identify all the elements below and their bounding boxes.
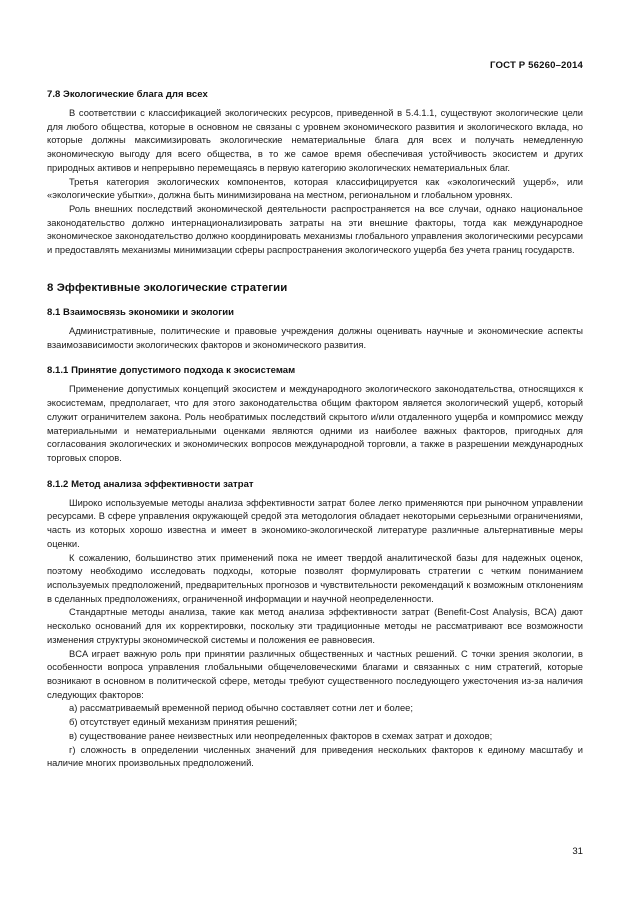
paragraph-7-8-2: Третья категория экологических компонентов, которая классифицируется как «экологический ущерб», или «экологические убытки», должна быть минимизирована на местном, региональном и глобальном уровнях. bbox=[47, 176, 583, 201]
heading-8-1-2: 8.1.2 Метод анализа эффективности затрат bbox=[47, 478, 254, 490]
paragraph-8-1-1-1: Применение допустимых концепций экосистем и международного экологического законодательства, относящихся к экосистемам, предполагает, что для этого законодательства общим фактором является экологический ущерб, который служит ограничителем закона. Роль необратимых последствий скрытого и/или отдаленного ущерба и компромисс между материальными и нематериальными оценками являются одними из наиболее важных факторов, пригодных для согласования экологических и экономических вопросов международной торговли, а также в разрешении международных торговых споров. bbox=[47, 384, 583, 463]
heading-7-8: 7.8 Экологические блага для всех bbox=[47, 89, 208, 100]
paragraph-8-1-2-1: Широко используемые методы анализа эффективности затрат более легко применяются при рыночном управлении ресурсами. В сфере управления окружающей средой эта методология обладает некоторыми серьезными ограничениями, часть из которых хорошо известна и имеет в экономико-экологической литературе различные альтернативные меры оценки. bbox=[47, 497, 583, 549]
spacer bbox=[47, 376, 583, 383]
paragraph-7-8-3: Роль внешних последствий экономической деятельности распространяется на все случаи, однако национальное законодательство должно интернационализировать затраты на эти внешние факторы, тогда как международное экономическое законодательство должно координировать механизмы глобального управления экологическими ресурсами и предоставлять механизмы минимизации сферы распространения экологического ущерба без учета границ государств. bbox=[47, 204, 583, 256]
paragraph-8-1-2-2: К сожалению, большинство этих применений пока не имеет твердой аналитической базы для надежных оценок, поэтому необходимо исследовать подходы, которые позволят формулировать стратегии с четким пониманием используемых предположений, предварительных прогнозов и чувствительности рекомендаций к возможным отклонениям в сделанных предположениях, ограниченной информации и научной неопределенности. bbox=[47, 552, 583, 604]
heading-8-1: 8.1 Взаимосвязь экономики и экологии bbox=[47, 306, 235, 318]
list-item: а) рассматриваемый временной период обычно составляет сотни лет и более; bbox=[69, 703, 413, 714]
paragraph-8-1-2-4: BCA играет важную роль при принятии различных общественных и частных решений. С точки зрения экологии, в особенности вопроса управления глобальными общечеловеческими благами и связанных с ним стратегий, которые возникают в основном в политической сфере, методы требуют существенного последующего ужесточения из-за наличия следующих факторов: bbox=[47, 648, 583, 700]
document-header-standard-number: ГОСТ Р 56260–2014 bbox=[490, 60, 583, 71]
list-item: в) существование ранее неизвестных или неопределенных факторов в схемах затрат и доходов; bbox=[69, 730, 493, 741]
list-item: б) отсутствует единый механизм принятия решений; bbox=[69, 717, 298, 728]
paragraph-8-1-1: Административные, политические и правовые учреждения должны оценивать научные и экономические аспекты взаимозависимости экологических факторов и экономического развития. bbox=[47, 325, 583, 350]
spacer bbox=[47, 352, 583, 365]
spacer bbox=[47, 490, 583, 497]
document-body bbox=[47, 89, 583, 771]
list-item: г) сложность в определении численных значений для приведения нескольких факторов к единому масштабу и наличие многих произвольных предположений. bbox=[47, 744, 583, 769]
paragraph-8-1-2-3: Стандартные методы анализа, такие как метод анализа эффективности затрат (Benefit-Cost Analysis, BCA) дают несколько оснований для их корректировки, поскольку эти традиционные методы не рассматривают все возможности изменения структуры экономической системы и положения ее равновесия. bbox=[47, 607, 583, 645]
spacer bbox=[47, 100, 583, 107]
spacer bbox=[47, 294, 583, 307]
page-number: 31 bbox=[572, 846, 583, 857]
spacer bbox=[47, 258, 583, 282]
spacer bbox=[47, 318, 583, 325]
paragraph-7-8-1: В соответствии с классификацией экологических ресурсов, приведенной в 5.4.1.1, существуют экологические цели для любого общества, которые в основном не связаны с уровнем экономического развития и экологического вклада, но которые должны максимизировать экологические нематериальные блага для всех и получать немедленную экономическую выгоду для всего общества, в то же самое время обеспечивая устойчивость экосистем и других природных активов и непрерывно перемещаясь в первую категорию экологических нематериальных благ. bbox=[47, 108, 583, 173]
heading-8-1-1: 8.1.1 Принятие допустимого подхода к экосистемам bbox=[47, 365, 296, 377]
heading-8: 8 Эффективные экологические стратегии bbox=[47, 281, 288, 294]
spacer bbox=[47, 466, 583, 479]
